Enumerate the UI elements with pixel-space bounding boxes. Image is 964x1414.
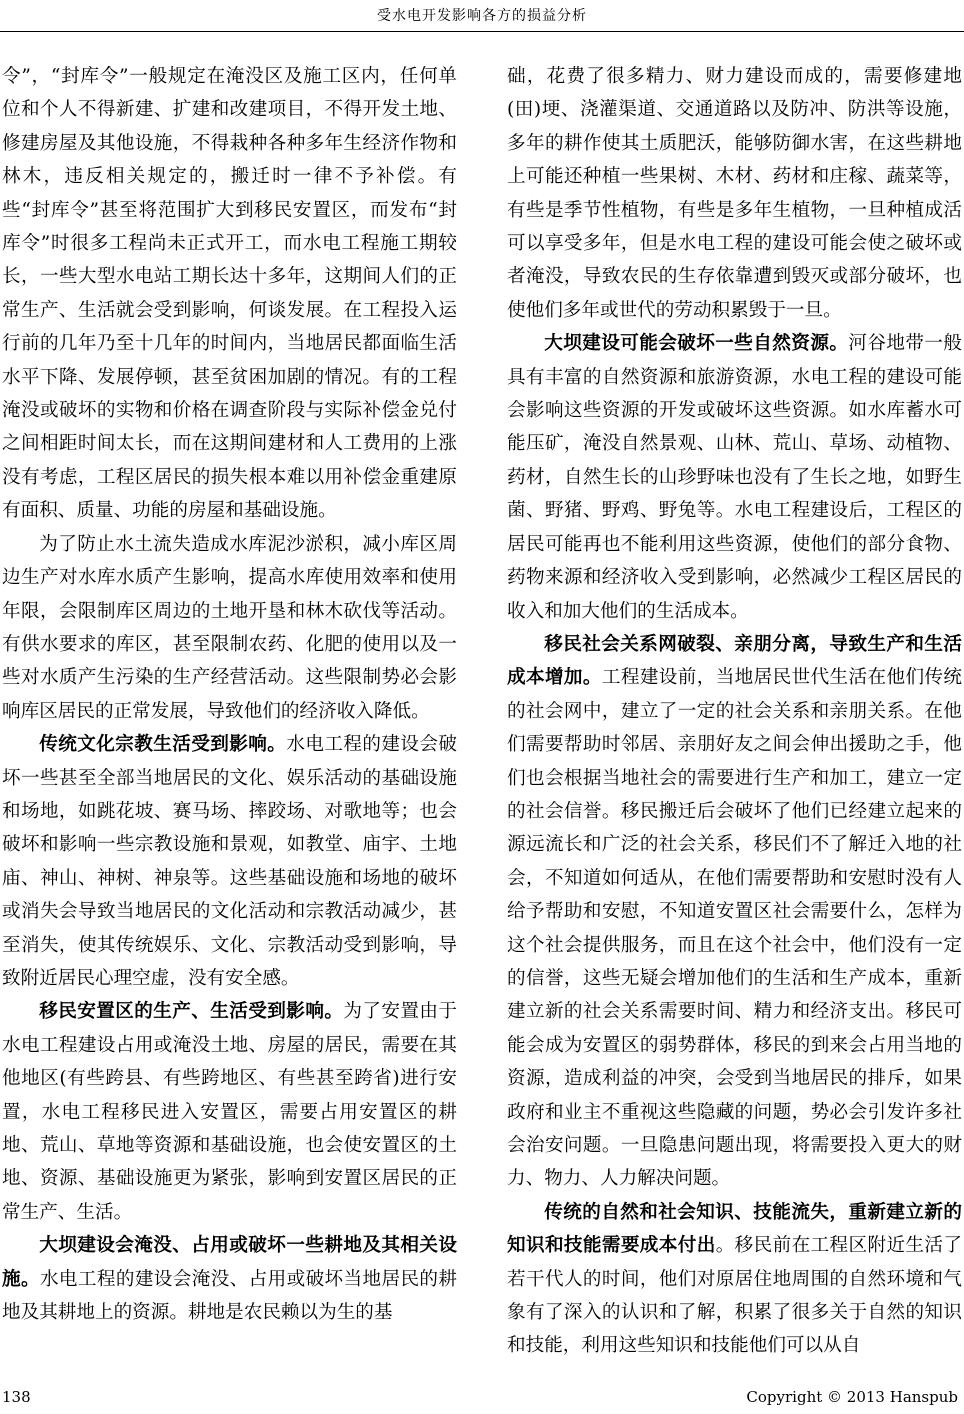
paragraph — [2, 1229, 457, 1329]
paragraph-heading: 大坝建设可能会破坏一些自然资源。 — [544, 333, 849, 355]
header-rule — [0, 31, 964, 32]
paragraph — [2, 995, 457, 1229]
paragraph-heading: 移民社会关系网破裂、亲朋分离，导致生产和生活成本增加。 — [507, 633, 962, 689]
paragraph-body: 水电工程的建设会淹没、占用或破坏当地居民的耕地及其耕地上的资源。耕地是农民赖以为生的基 — [2, 1268, 457, 1324]
paragraph-body: 水电工程的建设会破坏一些甚至全部当地居民的文化、娱乐活动的基础设施和场地，如跳花坡、赛马场、摔跤场、对歌地等；也会破坏和影响一些宗教设施和景观，如教堂、庙宇、土地庙、神山、神树、神泉等。这些基础设施和场地的破坏或消失会导致当地居民的文化活动和宗教活动减少，甚至消失，使其传统娱乐、文化、宗教活动受到影响，导致附近居民心理空虚，没有安全感。 — [2, 734, 457, 989]
left-column — [2, 60, 457, 1329]
paragraph-body: 河谷地带一般具有丰富的自然资源和旅游资源，水电工程的建设可能会影响这些资源的开发或破坏这些资源。如水库蓄水可能压矿，淹没自然景观、山林、荒山、草场、动植物、药材，自然生长的山珍野味也没有了生长之地，如野生菌、野猪、野鸡、野兔等。水电工程建设后，工程区的居民可能再也不能利用这些资源，使他们的部分食物、药物来源和经济收入受到影响，必然减少工程区居民的收入和加大他们的生活成本。 — [507, 333, 962, 622]
paragraph-heading: 移民安置区的生产、生活受到影响。 — [39, 1001, 344, 1023]
page-number: 138 — [2, 1388, 31, 1406]
running-header: 受水电开发影响各方的损益分析 — [377, 8, 587, 24]
paragraph-heading: 传统的自然和社会知识、技能流失，重新建立新的知识和技能需要成本付出 — [507, 1201, 962, 1257]
right-column — [507, 60, 962, 1363]
paragraph-body: 。移民前在工程区附近生活了若干代人的时间，他们对原居住地周围的自然环境和气象有了深入的认识和了解，积累了很多关于自然的知识和技能，利用这些知识和技能他们可以从自 — [507, 1235, 962, 1357]
paragraph-body: 为了安置由于水电工程建设占用或淹没土地、房屋的居民，需要在其他地区(有些跨县、有些跨地区、有些甚至跨省)进行安置，水电工程移民进入安置区，需要占用安置区的耕地、荒山、草地等资源和基础设施，也会使安置区的土地、资源、基础设施更为紧张，影响到安置区居民的正常生产、生活。 — [2, 1001, 457, 1223]
paragraph: 础，花费了很多精力、财力建设而成的，需要修建地(田)埂、浇灌渠道、交通道路以及防冲、防洪等设施，多年的耕作使其土质肥沃，能够防御水害，在这些耕地上可能还种植一些果树、木材、药材和庄稼、蔬菜等，有些是季节性植物，有些是多年生植物，一旦种植成活可以享受多年，但是水电工程的建设可能会使之破坏或者淹没，导致农民的生存依靠遭到毁灭或部分破坏，也使他们多年或世代的劳动积累毁于一旦。 — [507, 66, 962, 321]
paragraph: 令”，“封库令”一般规定在淹没区及施工区内，任何单位和个人不得新建、扩建和改建项目，不得开发土地、修建房屋及其他设施，不得栽种各种多年生经济作物和林木，违反相关规定的，搬迁时一律不予补偿。有些“封库令”甚至将范围扩大到移民安置区，而发布“封库令”时很多工程尚未正式开工，而水电工程施工期较长，一些大型水电站工期长达十多年，这期间人们的正常生产、生活就会受到影响，何谈发展。在工程投入运行前的几年乃至十几年的时间内，当地居民都面临生活水平下降、发展停顿，甚至贫困加剧的情况。有的工程淹没或破坏的实物和价格在调查阶段与实际补偿金兑付之间相距时间太长，而在这期间建材和人工费用的上涨没有考虑，工程区居民的损失根本难以用补偿金重建原有面积、质量、功能的房屋和基础设施。 — [2, 66, 457, 522]
paragraph-heading: 大坝建设会淹没、占用或破坏一些耕地及其相关设施。 — [2, 1235, 457, 1290]
copyright-notice: Copyright © 2013 Hanspub — [746, 1388, 958, 1406]
paragraph-body: 工程建设前，当地居民世代生活在他们传统的社会网中，建立了一定的社会关系和亲朋关系。在他们需要帮助时邻居、亲朋好友之间会伸出援助之手，他们也会根据当地社会的需要进行生产和加工，建立一定的社会信誉。移民搬迁后会破坏了他们已经建立起来的源远流长和广泛的社会关系，移民们不了解迁入地的社会，不知道如何适从，在他们需要帮助和安慰时没有人给予帮助和安慰，不知道安置区社会需要什么，怎样为这个社会提供服务，而且在这个社会中，他们没有一定的信誉，这些无疑会增加他们的生活和生产成本，重新建立新的社会关系需要时间、精力和经济支出。移民可能会成为安置区的弱势群体，移民的到来会占用当地的资源，造成利益的冲突，会受到当地居民的排斥，如果政府和业主不重视这些隐藏的问题，势必会引发许多社会治安问题。一旦隐患问题出现，将需要投入更大的财力、物力、人力解决问题。 — [507, 667, 962, 1190]
paragraph — [507, 1196, 962, 1363]
paragraph — [507, 628, 962, 1196]
paragraph — [2, 728, 457, 995]
paragraph: 为了防止水土流失造成水库泥沙淤积，减小库区周边生产对水库水质产生影响，提高水库使用效率和使用年限，会限制库区周边的土地开垦和林木砍伐等活动。有供水要求的库区，甚至限制农药、化肥的使用以及一些对水质产生污染的生产经营活动。这些限制势必会影响库区居民的正常发展，导致他们的经济收入降低。 — [2, 533, 457, 722]
paragraph-heading: 传统文化宗教生活受到影响。 — [39, 734, 287, 756]
paragraph — [507, 327, 962, 628]
